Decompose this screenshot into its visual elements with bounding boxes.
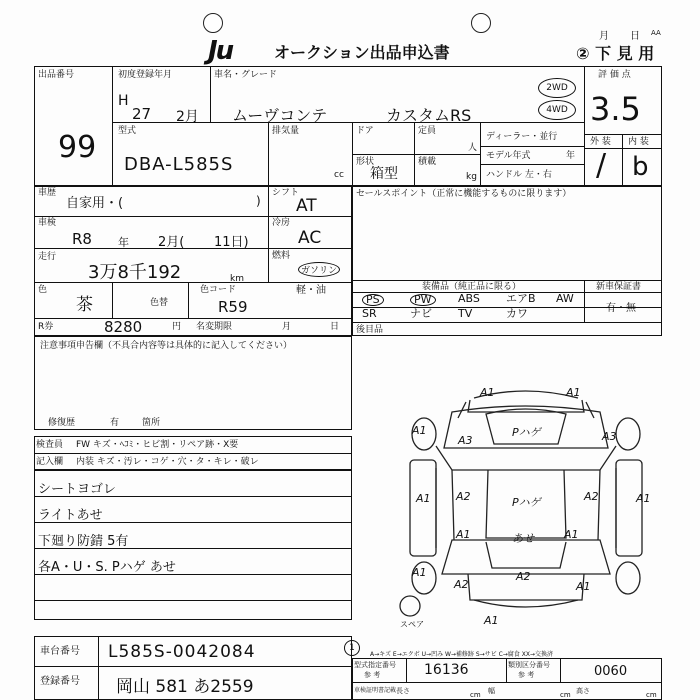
copy-label: ② 下 見 用 [576, 44, 655, 63]
equipment-item: SR [362, 307, 377, 320]
capacity-label: 定員 [418, 126, 437, 136]
door-label: ドア [356, 126, 374, 136]
recycle-unit: 円 [172, 322, 182, 332]
capacity-unit: 人 [468, 143, 478, 153]
shaken-month: 2月( [158, 235, 185, 250]
shape-value: 箱型 [370, 166, 398, 182]
lot-no-label: 出品番号 [38, 70, 75, 80]
damage-mark: A2 [456, 490, 471, 503]
class-value: 0060 [594, 664, 628, 679]
model-year-label: モデル年式 [486, 151, 531, 161]
type-cert-label: 型式指定番号 [354, 661, 396, 669]
damage-mark: あせ [512, 532, 534, 545]
equipment-item: TV [458, 307, 473, 320]
first-reg-month: 2月 [176, 109, 199, 125]
inspector-label: 検査員 [36, 440, 64, 450]
damage-mark: A1 [412, 566, 427, 579]
logo: Ju [208, 36, 233, 66]
lot-no-value: 99 [58, 130, 97, 165]
handwritten-note-line: ライトあせ [38, 508, 103, 523]
damage-mark: A2 [584, 490, 599, 503]
drive-4wd: 4WD [538, 100, 576, 120]
equipment-item: AW [556, 292, 574, 305]
model-label: 型式 [118, 126, 137, 136]
mileage-label: 走行 [38, 252, 57, 262]
plate-value: 岡山 581 あ2559 [116, 677, 254, 697]
length-label: 長さ [396, 687, 410, 695]
recycle-label: R券 [38, 322, 54, 332]
length-unit: cm [470, 691, 481, 699]
width-unit: cm [560, 691, 571, 699]
fuel-label: 燃料 [272, 251, 291, 261]
ac-value: AC [298, 228, 322, 248]
load-label: 積載 [418, 157, 437, 167]
damage-mark: Pハゲ [512, 496, 541, 509]
handwritten-note-line: 各A・U・S. Pハゲ あせ [38, 560, 176, 575]
height-label: 高さ [576, 687, 590, 695]
handwritten-note-line: シートヨゴレ [38, 482, 117, 497]
title-day: 日 [330, 322, 340, 332]
other-equipment-label: 後目品 [356, 325, 384, 335]
grade-value: カスタムRS [386, 106, 472, 125]
fuel-options: 軽・油 [296, 285, 326, 296]
interior-value: b [632, 152, 649, 182]
drive-2wd: 2WD [538, 78, 576, 98]
load-unit: kg [466, 172, 477, 182]
warranty-value: 有・無 [606, 303, 636, 314]
spare-label: スペア [400, 620, 424, 629]
score-value: 3.5 [590, 90, 641, 128]
title-month: 月 [282, 322, 292, 332]
color-label: 色 [38, 285, 48, 295]
repair-value: 有 [110, 418, 120, 428]
damage-mark: A1 [564, 528, 579, 541]
type-cert-value: 16136 [424, 662, 469, 678]
damage-mark: Pハゲ [512, 426, 541, 439]
notes-header: 注意事項申告欄（不具合内容等は具体的に記入してください） [40, 341, 293, 351]
damage-mark: A1 [456, 528, 471, 541]
damage-mark: A3 [602, 430, 617, 443]
damage-mark: A2 [454, 578, 469, 591]
shaken-label: 車検 [38, 218, 57, 228]
damage-mark: A1 [412, 424, 427, 437]
damage-mark: A1 [576, 580, 591, 593]
ac-label: 冷房 [272, 218, 291, 228]
sales-point-label: セールスポイント（正常に機能するものに限ります） [356, 189, 572, 199]
shape-label: 形状 [356, 157, 375, 167]
displacement-label: 排気量 [272, 126, 300, 136]
dims-label: 車検証明書記載 [354, 687, 397, 694]
ref-label-1: 参 考 [364, 671, 381, 679]
shift-value: AT [296, 196, 317, 216]
color-change-label: 色替 [150, 298, 169, 308]
equipment-item: ABS [458, 292, 480, 305]
first-reg-label: 初度登録年月 [118, 70, 173, 80]
title-expiry-label: 名変期限 [196, 322, 233, 332]
class-label: 類別区分番号 [508, 661, 550, 669]
damage-mark: A1 [636, 492, 651, 505]
damage-mark: A1 [484, 614, 499, 627]
model-value: DBA-L585S [124, 154, 234, 175]
car-name-value: ムーヴコンテ [232, 106, 328, 125]
interior-label: 内 装 [628, 137, 649, 147]
car-name-label: 車名・グレード [214, 70, 278, 80]
shaken-year-unit: 年 [118, 236, 129, 249]
color-code-value: R59 [218, 298, 248, 316]
mileage-unit: km [230, 274, 244, 284]
plate-label: 登録番号 [40, 676, 80, 687]
score-label: 評 価 点 [598, 70, 631, 80]
first-reg-era: H [118, 93, 129, 109]
damage-mark: A1 [480, 386, 495, 399]
history-close: ) [256, 194, 261, 208]
mileage-value: 3万8千192 [88, 262, 182, 283]
entry-row: 内装 キズ・汚レ・コゲ・穴・タ・キレ・破レ [76, 457, 259, 467]
exterior-label: 外 装 [590, 137, 611, 147]
equipment-item: エアB [506, 292, 536, 305]
date-day: 日 [630, 31, 640, 42]
color-value: 茶 [76, 295, 93, 315]
form-title: オークション出品申込書 [274, 43, 450, 62]
chassis-circle: 1 [344, 640, 360, 656]
width-label: 幅 [488, 687, 495, 695]
ref-label-2: 参 考 [518, 671, 535, 679]
warranty-label: 新車保証書 [596, 282, 642, 292]
dealer-label: ディーラー・並行 [486, 132, 558, 142]
damage-mark: A2 [516, 570, 531, 583]
repair-location: 箇所 [142, 418, 161, 428]
entry-label: 記入欄 [36, 457, 64, 467]
damage-legend: A→キズ E→エクボ U→凹み W→補修跡 S→サビ C→腐食 XX→交換済 [370, 651, 553, 658]
repair-label: 修復歴 [48, 418, 76, 428]
damage-mark: A3 [458, 434, 473, 447]
recycle-value: 8280 [104, 318, 143, 336]
date-month: 月 [599, 31, 609, 42]
shaken-era: R8 [72, 230, 92, 248]
equipment-item: カワ [506, 307, 528, 320]
color-code-label: 色コード [200, 285, 237, 295]
handwritten-note-line: 下廻り防錆 5有 [38, 534, 129, 549]
exterior-value: / [596, 148, 607, 183]
displacement-unit: cc [334, 170, 344, 180]
inspector-row: FW キズ・ﾍｺﾐ・ヒビ割・リペア跡・X要 [76, 440, 239, 450]
damage-mark: A1 [566, 386, 581, 399]
history-label: 車歴 [38, 188, 57, 198]
handle-label: ハンドル 左・右 [486, 170, 552, 180]
chassis-value: L585S-0042084 [108, 642, 256, 662]
shaken-day: 11日) [214, 235, 249, 250]
shift-label: シフト [272, 188, 300, 198]
height-unit: cm [646, 691, 657, 699]
equipment-item: PW [410, 294, 436, 306]
equipment-item: PS [362, 294, 384, 306]
fuel-value: ガソリン [298, 262, 340, 277]
date-aa: AA [651, 29, 661, 37]
first-reg-year: 27 [132, 105, 152, 123]
history-value: 自家用・( [66, 196, 124, 211]
model-year-unit: 年 [566, 151, 576, 161]
equipment-item: ナビ [410, 307, 432, 320]
equipment-header: 装備品（純正品に限る） [422, 282, 522, 292]
chassis-label: 車台番号 [40, 646, 80, 657]
damage-mark: A1 [416, 492, 431, 505]
